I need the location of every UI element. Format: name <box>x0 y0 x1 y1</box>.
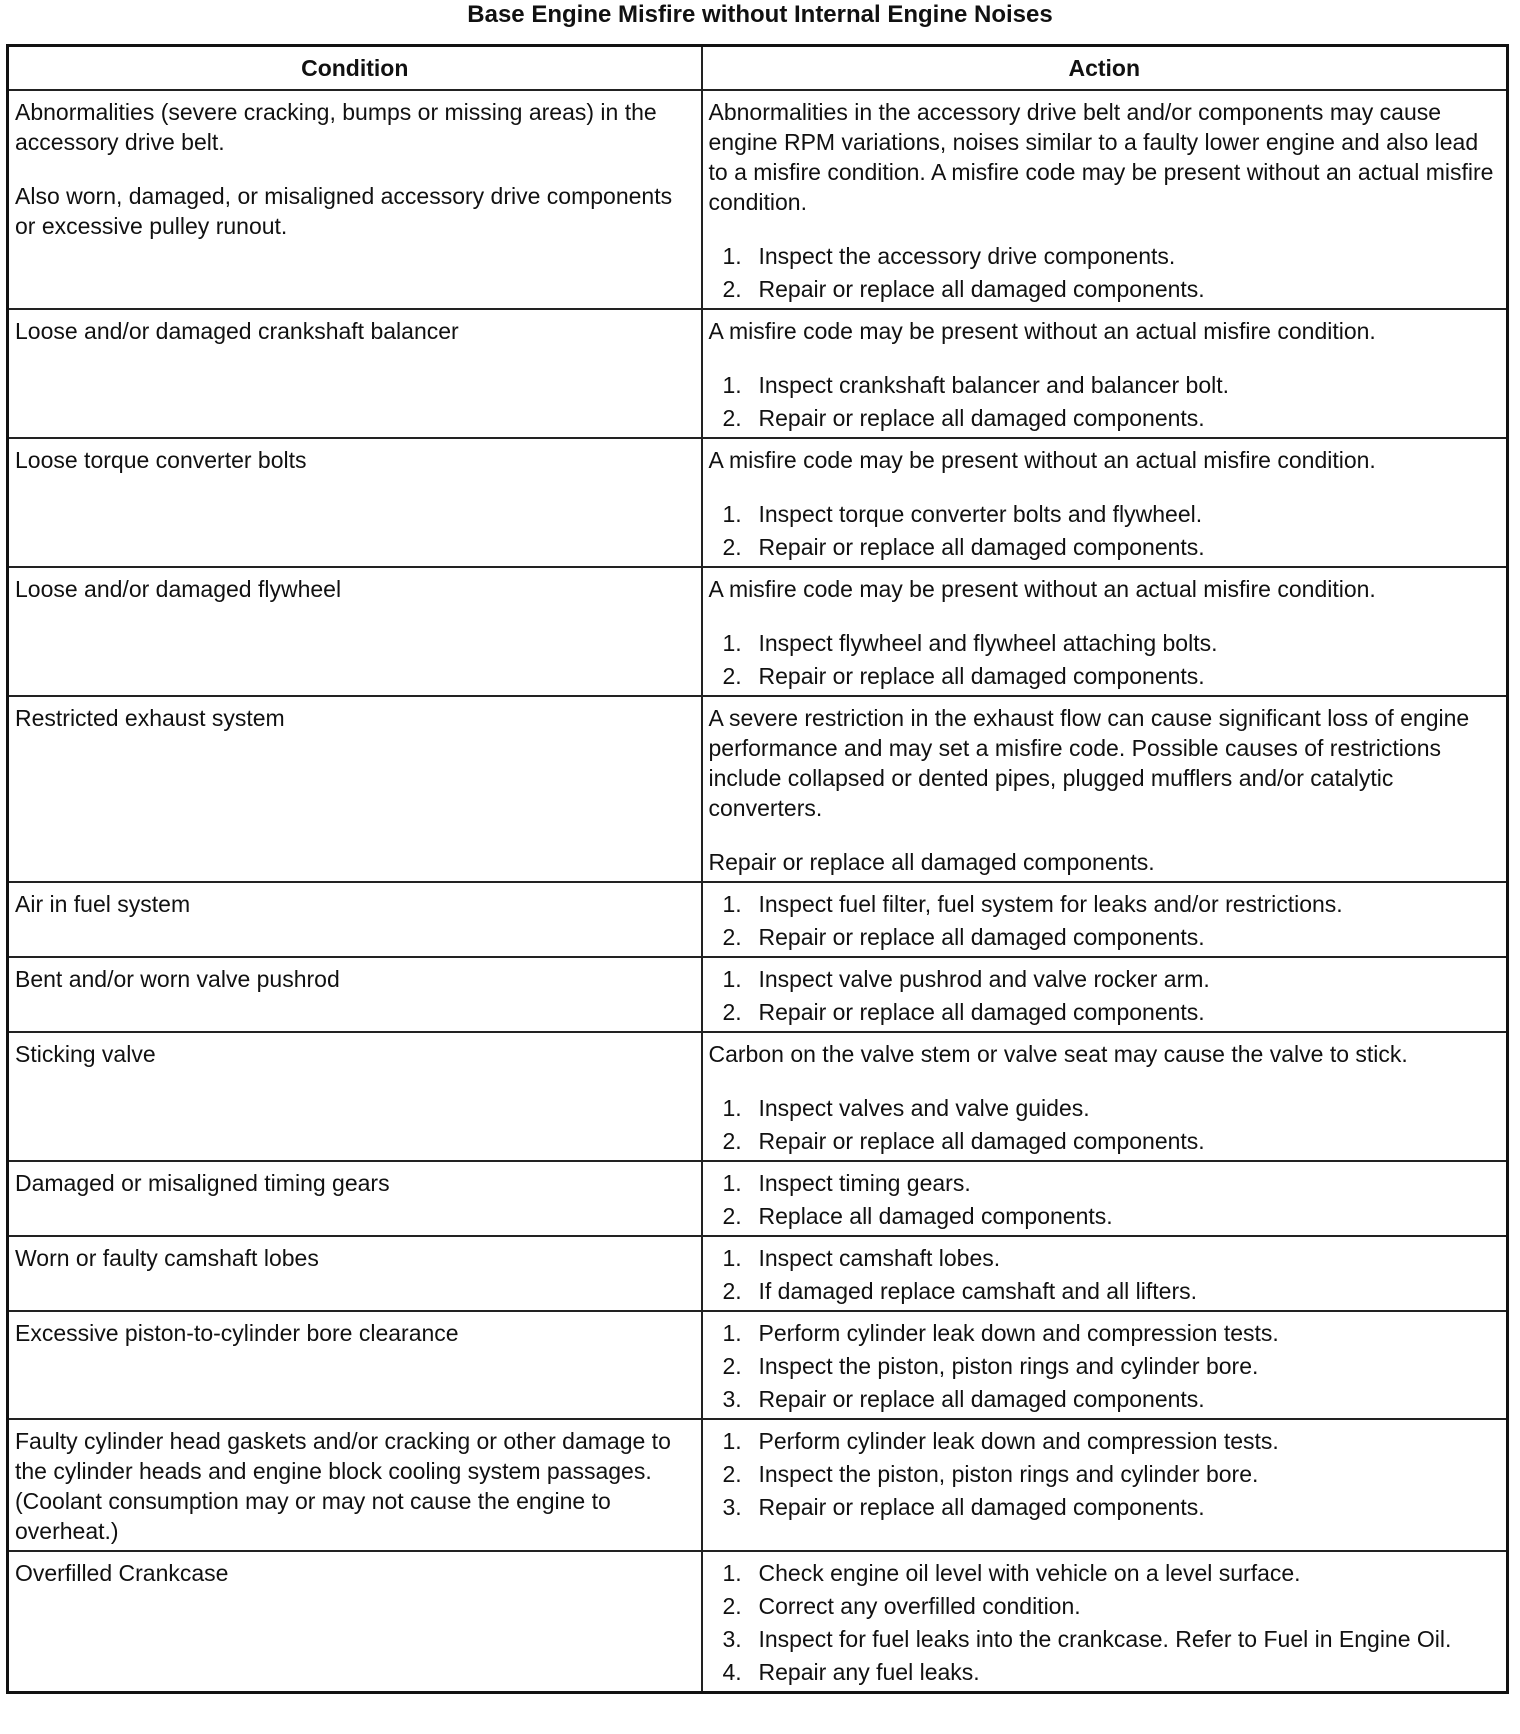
step-number: 3. <box>722 1494 742 1520</box>
action-cell <box>702 1419 1508 1551</box>
step-number: 3. <box>722 1386 742 1412</box>
action-step <box>709 1243 1501 1273</box>
action-cell <box>702 1161 1508 1236</box>
step-number: 2. <box>722 276 742 302</box>
condition-column-header: Condition <box>8 46 702 91</box>
action-step <box>709 922 1501 952</box>
table-row <box>8 309 1508 438</box>
step-number: 1. <box>722 1560 742 1586</box>
step-text: Inspect crankshaft balancer and balancer bolt. <box>758 372 1230 398</box>
condition-cell <box>8 567 702 696</box>
action-step <box>709 997 1501 1027</box>
action-step <box>709 1093 1501 1123</box>
table-row <box>8 90 1508 309</box>
condition-text: Air in fuel system <box>15 891 191 917</box>
action-step <box>709 274 1501 304</box>
action-step <box>709 1126 1501 1156</box>
action-steps <box>709 370 1501 433</box>
condition-text: Overfilled Crankcase <box>15 1560 229 1586</box>
action-step <box>709 1384 1501 1414</box>
step-number: 1. <box>722 891 742 917</box>
action-cell <box>702 696 1508 882</box>
action-step <box>709 889 1501 919</box>
step-number: 1. <box>722 501 742 527</box>
action-note: A misfire code may be present without an actual misfire condition. <box>708 576 1376 602</box>
action-cell <box>702 1032 1508 1161</box>
step-number: 2. <box>722 999 742 1025</box>
action-steps <box>709 1558 1501 1687</box>
step-text: Correct any overfilled condition. <box>758 1593 1081 1619</box>
action-step <box>709 1426 1501 1456</box>
step-text: Inspect the piston, piston rings and cylinder bore. <box>758 1461 1259 1487</box>
step-text: Replace all damaged components. <box>758 1203 1113 1229</box>
step-text: Inspect for fuel leaks into the crankcase. Refer to Fuel in Engine Oil. <box>758 1626 1452 1652</box>
table-row <box>8 957 1508 1032</box>
action-step <box>709 1318 1501 1348</box>
condition-cell <box>8 438 702 567</box>
table-row <box>8 1161 1508 1236</box>
step-number: 2. <box>722 1278 742 1304</box>
table-header-row <box>8 46 1508 91</box>
action-note: Repair or replace all damaged components. <box>708 849 1155 875</box>
step-number: 1. <box>722 966 742 992</box>
condition-text: Worn or faulty camshaft lobes <box>15 1245 319 1271</box>
action-step <box>709 532 1501 562</box>
step-text: Repair or replace all damaged components. <box>758 663 1205 689</box>
action-step <box>709 1351 1501 1381</box>
action-step <box>709 1459 1501 1489</box>
step-number: 2. <box>722 1128 742 1154</box>
action-cell <box>702 1311 1508 1419</box>
step-text: Repair or replace all damaged components. <box>758 999 1205 1025</box>
step-number: 2. <box>722 1353 742 1379</box>
condition-cell <box>8 309 702 438</box>
action-step <box>709 1168 1501 1198</box>
step-number: 3. <box>722 1626 742 1652</box>
condition-cell <box>8 1419 702 1551</box>
step-text: Inspect valves and valve guides. <box>758 1095 1090 1121</box>
action-column-header: Action <box>702 46 1508 91</box>
action-note: Carbon on the valve stem or valve seat may cause the valve to stick. <box>708 1041 1408 1067</box>
action-step <box>709 1657 1501 1687</box>
condition-text: Faulty cylinder head gaskets and/or cracking or other damage to the cylinder heads and engine block cooling system passages. (Coolant consumption may or may not cause the engine to overheat.) <box>15 1428 671 1544</box>
step-number: 2. <box>722 663 742 689</box>
action-step <box>709 628 1501 658</box>
step-number: 2. <box>722 1203 742 1229</box>
action-steps <box>709 1318 1501 1414</box>
step-number: 1. <box>722 372 742 398</box>
step-text: If damaged replace camshaft and all lifters. <box>758 1278 1198 1304</box>
action-step <box>709 403 1501 433</box>
condition-text: Restricted exhaust system <box>15 705 285 731</box>
step-text: Perform cylinder leak down and compression tests. <box>758 1428 1279 1454</box>
step-number: 1. <box>722 1320 742 1346</box>
action-step <box>709 1201 1501 1231</box>
condition-cell <box>8 957 702 1032</box>
step-text: Repair or replace all damaged components. <box>758 405 1205 431</box>
condition-cell <box>8 1551 702 1693</box>
table-row <box>8 1419 1508 1551</box>
step-number: 2. <box>722 534 742 560</box>
condition-text: Also worn, damaged, or misaligned accessory drive components or excessive pulley runout. <box>15 183 673 239</box>
action-steps <box>709 1093 1501 1156</box>
condition-text: Loose and/or damaged flywheel <box>15 576 342 602</box>
table-row <box>8 1032 1508 1161</box>
action-step <box>709 1624 1501 1654</box>
step-text: Repair any fuel leaks. <box>758 1659 980 1685</box>
action-steps <box>709 628 1501 691</box>
step-text: Repair or replace all damaged components. <box>758 534 1205 560</box>
action-step <box>709 1591 1501 1621</box>
condition-cell <box>8 90 702 309</box>
action-steps <box>709 964 1501 1027</box>
action-step <box>709 499 1501 529</box>
action-steps <box>709 1426 1501 1522</box>
condition-text: Loose torque converter bolts <box>15 447 307 473</box>
action-step <box>709 1276 1501 1306</box>
action-steps <box>709 1168 1501 1231</box>
step-text: Inspect flywheel and flywheel attaching bolts. <box>758 630 1218 656</box>
table-row <box>8 882 1508 957</box>
action-step <box>709 1558 1501 1588</box>
diagnostic-table <box>6 44 1509 1694</box>
condition-cell <box>8 1032 702 1161</box>
step-text: Repair or replace all damaged components. <box>758 1128 1205 1154</box>
table-row <box>8 438 1508 567</box>
condition-text: Damaged or misaligned timing gears <box>15 1170 390 1196</box>
action-step <box>709 964 1501 994</box>
document-title: Base Engine Misfire without Internal Engine Noises <box>467 1 1053 28</box>
condition-text: Loose and/or damaged crankshaft balancer <box>15 318 459 344</box>
condition-text: Bent and/or worn valve pushrod <box>15 966 340 992</box>
step-text: Repair or replace all damaged components. <box>758 924 1205 950</box>
condition-text: Excessive piston-to-cylinder bore clearance <box>15 1320 459 1346</box>
table-row <box>8 1236 1508 1311</box>
step-text: Inspect valve pushrod and valve rocker arm. <box>758 966 1210 992</box>
action-steps <box>709 1243 1501 1306</box>
table-row <box>8 1311 1508 1419</box>
action-cell <box>702 309 1508 438</box>
action-steps <box>709 499 1501 562</box>
condition-cell <box>8 882 702 957</box>
step-number: 1. <box>722 1245 742 1271</box>
step-text: Inspect timing gears. <box>758 1170 971 1196</box>
step-number: 1. <box>722 1095 742 1121</box>
condition-text: Sticking valve <box>15 1041 156 1067</box>
table-body <box>8 90 1508 1693</box>
action-cell <box>702 1551 1508 1693</box>
step-text: Repair or replace all damaged components. <box>758 1494 1205 1520</box>
step-text: Repair or replace all damaged components. <box>758 276 1205 302</box>
action-step <box>709 661 1501 691</box>
action-cell <box>702 882 1508 957</box>
step-text: Check engine oil level with vehicle on a level surface. <box>758 1560 1301 1586</box>
action-step <box>709 241 1501 271</box>
step-number: 2. <box>722 1593 742 1619</box>
step-number: 2. <box>722 405 742 431</box>
condition-cell <box>8 1311 702 1419</box>
step-number: 1. <box>722 243 742 269</box>
action-step <box>709 370 1501 400</box>
step-text: Inspect the piston, piston rings and cylinder bore. <box>758 1353 1259 1379</box>
step-number: 1. <box>722 1170 742 1196</box>
table-row <box>8 696 1508 882</box>
step-text: Inspect the accessory drive components. <box>758 243 1176 269</box>
step-text: Inspect fuel filter, fuel system for leaks and/or restrictions. <box>758 891 1343 917</box>
step-text: Inspect torque converter bolts and flywheel. <box>758 501 1203 527</box>
action-cell <box>702 957 1508 1032</box>
condition-cell <box>8 1161 702 1236</box>
step-text: Repair or replace all damaged components. <box>758 1386 1205 1412</box>
condition-cell <box>8 1236 702 1311</box>
action-note: A misfire code may be present without an actual misfire condition. <box>708 318 1376 344</box>
action-cell <box>702 567 1508 696</box>
action-steps <box>709 241 1501 304</box>
action-note: A severe restriction in the exhaust flow can cause significant loss of engine performance and may set a misfire code. Possible causes of restrictions include collapsed or dented pipes, plugged mufflers and/or catalytic converters. <box>708 705 1470 821</box>
condition-cell <box>8 696 702 882</box>
step-text: Inspect camshaft lobes. <box>758 1245 1001 1271</box>
action-steps <box>709 889 1501 952</box>
table-row <box>8 1551 1508 1693</box>
step-number: 2. <box>722 1461 742 1487</box>
condition-text: Abnormalities (severe cracking, bumps or missing areas) in the accessory drive belt. <box>15 99 657 155</box>
action-step <box>709 1492 1501 1522</box>
action-cell <box>702 1236 1508 1311</box>
action-cell <box>702 438 1508 567</box>
step-number: 1. <box>722 630 742 656</box>
step-number: 2. <box>722 924 742 950</box>
step-number: 1. <box>722 1428 742 1454</box>
step-text: Perform cylinder leak down and compression tests. <box>758 1320 1279 1346</box>
action-cell <box>702 90 1508 309</box>
table-row <box>8 567 1508 696</box>
action-note: Abnormalities in the accessory drive belt and/or components may cause engine RPM variations, noises similar to a faulty lower engine and also lead to a misfire condition. A misfire code may be present without an actual misfire condition. <box>708 99 1494 215</box>
step-number: 4. <box>722 1659 742 1685</box>
action-note: A misfire code may be present without an actual misfire condition. <box>708 447 1376 473</box>
